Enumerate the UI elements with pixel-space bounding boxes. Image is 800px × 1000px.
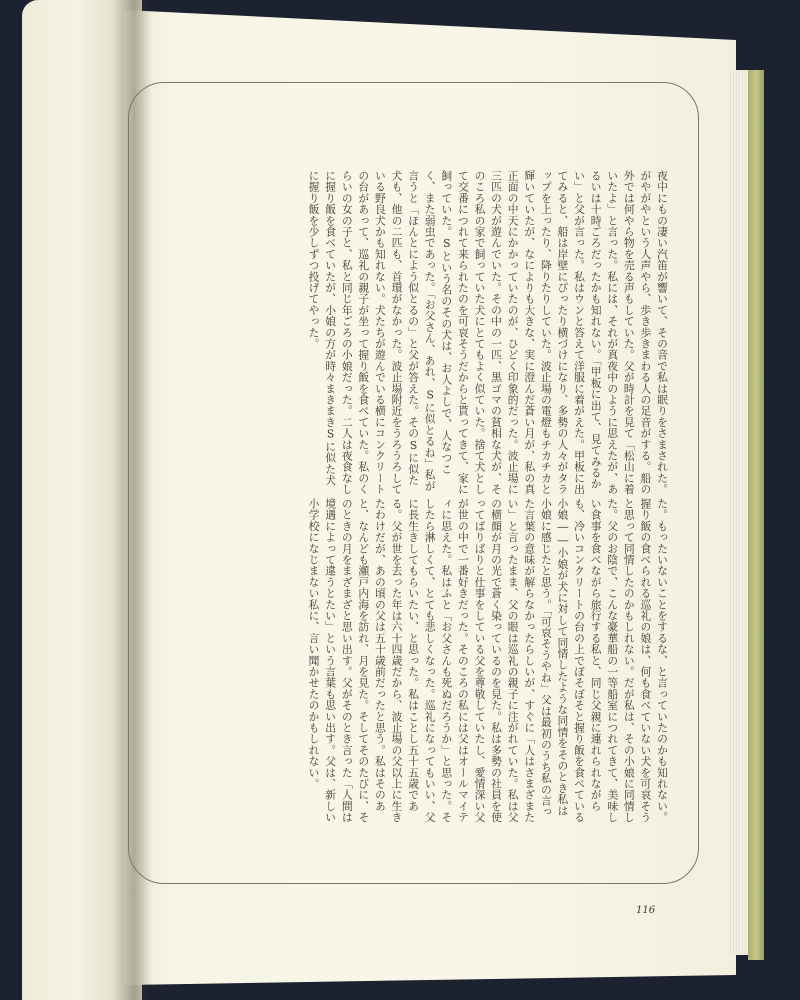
text-block-bottom: た。もったいないことをするな、と言っていたのかも知れない。握り飯の食べられる巡礼の娘は、何も食べていない犬を可哀そうと思って同情したのかもしれない。だが私は、その小娘に同情した。父のお陰で、こんな豪華船の一等船室につれてきて、美味しい食事を食べながら旅行する私と、同じ父親に連れられながらも、冷いコンクリートの台の上でぼそぼそと握り飯を食べている小娘――小娘が犬に対して同情したような同情をそのとき私は小娘に感じたと思う。「可哀そうやね」父は最初のうち私の言った言葉の意味が解らなかったらしいが、すぐに「人はさまざまたい」と言ったまま、父の眼は巡礼の親子に注がれていた。私は父の横顔が月の光で蒼く染っているのを見た。私は多勢の社員を使ってばりばりと仕事をしている父を尊敬していたし、愛情深い父が世の中で一番好きだった。そのころの私には父はオールマイティに思えた。私はふと「お父さんも死ぬだろうか」と思った。そしたら淋しくて、とても悲しくなった。巡礼になってもいい、父に長生きしてもらいたい、と思った。私はことし五十五歳である。父が世を去った年は六十四歳だから、波止場の父以上に生きたわけだが、あの頃の父は五十歳前だったと思う。私はそのあと、なんども瀬戸内海を訪れ、月を見た。そしてそのたびに、そのときの月をまざまざと思い出す。父がそのとき言った「人間は境遇によって違うとたい」という言葉も思い出す。父は、新しい小学校になじまない私に、言い聞かせたのかもしれない。 (307, 498, 669, 823)
page-number: 116 (636, 905, 656, 916)
book-cover-edge (748, 70, 764, 960)
text-block-top: 夜中にもの凄い汽笛が響いて、その音で私は眠りをさまされた。がやがやという人声やら、歩き歩きまわる人の足音がする。船の外では何やら物を売る声もしていた。父が時計を見て「松山に着いたよ」と言った。私には、それが真夜中のように思えたが、あるいは十時ごろだったかも知れない。「甲板に出て、見てみるかい」と父が言った。私はウンと答えて洋服に着がえた。甲板に出てみると、船は岸壁にぴったり横づけになり、多勢の人々がタラップを上ったり、降りたりしていた。波止場の電燈もチカチカと輝いていたが、なによりも大きな、実に澄んだ蒼い月が、私の真正面の中天にかかっていたのが、ひどく印象的だった。波止場に三匹の犬が遊んでいた。その中の一匹、黒ゴマの貧相な犬が、そのころ私の家で飼っていた犬にとてもよく似ていた。捨て犬として交番につれて来られたのを可哀そうだからと貰ってきて、家に飼っていた。Sという名のその犬は、お人よしで、人なつこく、また弱虫であった。「お父さん、あれ、Sに似とるね」私が言うと「ほんとによう似とるの」と父が答えた。そのSに似た犬も、他の二匹も、首環がなかった。波止場附近をうろうろしている野良犬かも知れない。犬たちが遊んでいる横にコンクリートの台があって、巡礼の親子が坐って握り飯を食べていた。私のくらいの女の子と、私と同じ年ごろの小娘だった。二人は夜食なしに握り飯を食べていたが、小娘の方が時々まきまきSに似た犬に握り飯を少しずつ投げてやった。 (307, 170, 669, 495)
